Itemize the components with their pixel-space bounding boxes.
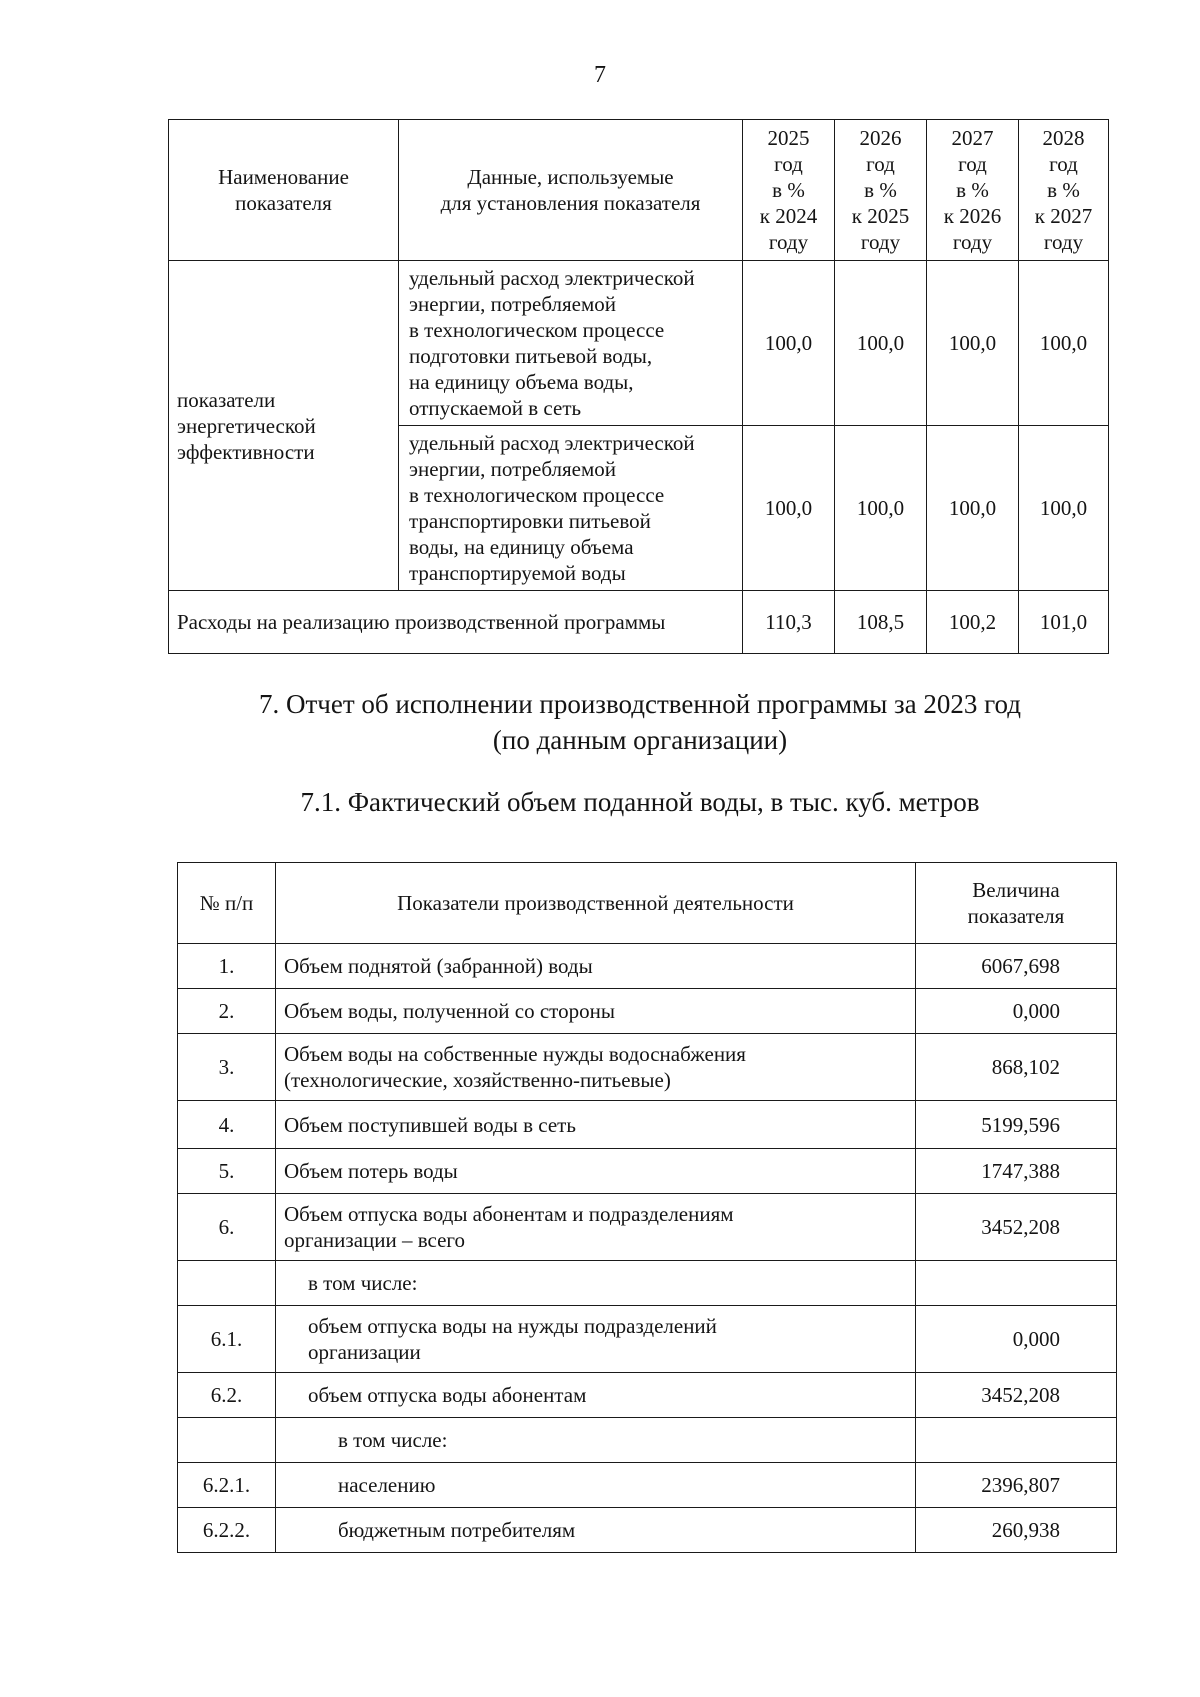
row-number: 6. xyxy=(178,1194,276,1261)
row-value: 2396,807 xyxy=(916,1463,1117,1508)
header-year-2025: 2025 год в % к 2024 году xyxy=(743,120,835,261)
table-row-expenses xyxy=(169,591,1109,654)
table-row xyxy=(178,1373,1117,1418)
row-name: Объем отпуска воды абонентам и подразделениям организации – всего xyxy=(276,1194,916,1261)
section-subtitle: (по данным организации) xyxy=(492,725,788,755)
section-7-heading xyxy=(0,686,1200,758)
water-volume-table xyxy=(177,862,1117,1553)
table-row xyxy=(178,1418,1117,1463)
group-label-energy-efficiency: показатели энергетической эффективности xyxy=(169,261,399,591)
value-cell: 100,0 xyxy=(1019,261,1109,426)
row-description: удельный расход электрической энергии, потребляемой в технологическом процессе транспортировки питьевой воды, на единицу объема транспортируемой воды xyxy=(399,426,743,591)
value-cell: 101,0 xyxy=(1019,591,1109,654)
row-number: 4. xyxy=(178,1101,276,1149)
row-name: объем отпуска воды абонентам xyxy=(276,1373,916,1418)
row-name: Объем воды, полученной со стороны xyxy=(276,989,916,1034)
section-7-1-heading: 7.1. Фактический объем поданной воды, в тыс. куб. метров xyxy=(300,787,980,817)
row-value: 868,102 xyxy=(916,1034,1117,1101)
row-number: 3. xyxy=(178,1034,276,1101)
row-name: бюджетным потребителям xyxy=(276,1508,916,1553)
row-number: 5. xyxy=(178,1149,276,1194)
row-name: Объем поступившей воды в сеть xyxy=(276,1101,916,1149)
row-value: 3452,208 xyxy=(916,1194,1117,1261)
row-value xyxy=(916,1418,1117,1463)
header-year-2028: 2028 год в % к 2027 году xyxy=(1019,120,1109,261)
row-name: Объем воды на собственные нужды водоснабжения (технологические, хозяйственно-питьевые) xyxy=(276,1034,916,1101)
row-value: 260,938 xyxy=(916,1508,1117,1553)
row-name: Объем поднятой (забранной) воды xyxy=(276,944,916,989)
table-row xyxy=(178,1101,1117,1149)
header-value: Величина показателя xyxy=(916,863,1117,944)
header-indicator: Показатели производственной деятельности xyxy=(276,863,916,944)
row-number xyxy=(178,1261,276,1306)
row-value: 6067,698 xyxy=(916,944,1117,989)
table-header-row xyxy=(169,120,1109,261)
row-value: 5199,596 xyxy=(916,1101,1117,1149)
value-cell: 100,0 xyxy=(927,426,1019,591)
table-row xyxy=(178,1034,1117,1101)
row-number: 6.2.2. xyxy=(178,1508,276,1553)
table-header-row xyxy=(178,863,1117,944)
row-name: в том числе: xyxy=(276,1418,916,1463)
header-indicator-name: Наименование показателя xyxy=(169,120,399,261)
header-data-source: Данные, используемые для установления показателя xyxy=(399,120,743,261)
table-row xyxy=(178,989,1117,1034)
value-cell: 100,0 xyxy=(927,261,1019,426)
row-number: 6.2.1. xyxy=(178,1463,276,1508)
table-row xyxy=(169,261,1109,426)
value-cell: 108,5 xyxy=(835,591,927,654)
page-number: 7 xyxy=(594,62,606,88)
row-name: населению xyxy=(276,1463,916,1508)
row-value: 1747,388 xyxy=(916,1149,1117,1194)
value-cell: 100,0 xyxy=(1019,426,1109,591)
table-row xyxy=(178,1194,1117,1261)
row-value: 0,000 xyxy=(916,1306,1117,1373)
section-title: 7. Отчет об исполнении производственной программы за 2023 год xyxy=(258,689,1022,719)
row-name: в том числе: xyxy=(276,1261,916,1306)
expenses-label: Расходы на реализацию производственной программы xyxy=(169,591,743,654)
row-value xyxy=(916,1261,1117,1306)
table-row xyxy=(178,1508,1117,1553)
header-year-2026: 2026 год в % к 2025 году xyxy=(835,120,927,261)
value-cell: 100,0 xyxy=(743,261,835,426)
value-cell: 100,0 xyxy=(743,426,835,591)
row-description: удельный расход электрической энергии, потребляемой в технологическом процессе подготовки питьевой воды, на единицу объема воды, отпускаемой в сеть xyxy=(399,261,743,426)
value-cell: 100,2 xyxy=(927,591,1019,654)
row-value: 3452,208 xyxy=(916,1373,1117,1418)
table-row xyxy=(178,1261,1117,1306)
row-name: Объем потерь воды xyxy=(276,1149,916,1194)
table-row xyxy=(178,944,1117,989)
row-number xyxy=(178,1418,276,1463)
row-number: 2. xyxy=(178,989,276,1034)
value-cell: 100,0 xyxy=(835,426,927,591)
value-cell: 110,3 xyxy=(743,591,835,654)
row-value: 0,000 xyxy=(916,989,1117,1034)
table-row xyxy=(178,1463,1117,1508)
table-row xyxy=(178,1149,1117,1194)
energy-efficiency-table xyxy=(168,119,1109,654)
row-number: 1. xyxy=(178,944,276,989)
value-cell: 100,0 xyxy=(835,261,927,426)
row-number: 6.2. xyxy=(178,1373,276,1418)
header-year-2027: 2027 год в % к 2026 году xyxy=(927,120,1019,261)
row-number: 6.1. xyxy=(178,1306,276,1373)
header-row-number: № п/п xyxy=(178,863,276,944)
table-row xyxy=(178,1306,1117,1373)
row-name: объем отпуска воды на нужды подразделений организации xyxy=(276,1306,916,1373)
